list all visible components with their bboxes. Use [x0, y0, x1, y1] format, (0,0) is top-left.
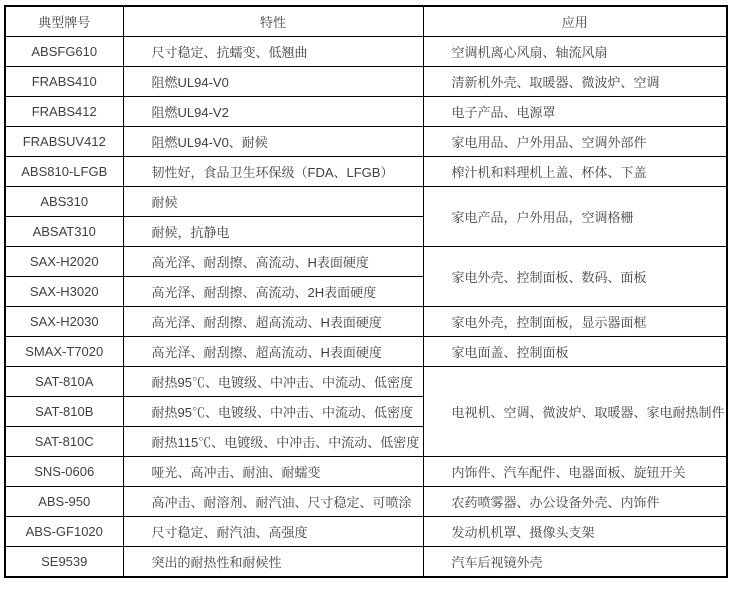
grade-cell: SE9539	[5, 547, 123, 578]
feature-cell: 耐候，抗静电	[123, 217, 423, 247]
feature-cell: 阻燃UL94-V0	[123, 67, 423, 97]
grade-cell: ABS-GF1020	[5, 517, 123, 547]
application-cell-merged: 家电外壳、控制面板、数码、面板	[423, 247, 727, 307]
application-cell: 清新机外壳、取暖器、微波炉、空调	[423, 67, 727, 97]
application-cell: 发动机机罩、摄像头支架	[423, 517, 727, 547]
grade-cell: ABS-950	[5, 487, 123, 517]
feature-cell: 耐热95℃、电镀级、中冲击、中流动、低密度	[123, 367, 423, 397]
header-application: 应用	[423, 6, 727, 37]
grade-cell: SNS-0606	[5, 457, 123, 487]
grade-cell: FRABSUV412	[5, 127, 123, 157]
grade-cell: SAX-H2020	[5, 247, 123, 277]
header-grade: 典型牌号	[5, 6, 123, 37]
application-cell: 家电面盖、控制面板	[423, 337, 727, 367]
grade-cell: FRABS410	[5, 67, 123, 97]
table-row	[5, 37, 727, 67]
header-row	[5, 6, 727, 37]
feature-cell: 高光泽、耐刮擦、超高流动、H表面硬度	[123, 337, 423, 367]
application-cell: 榨汁机和料理机上盖、杯体、下盖	[423, 157, 727, 187]
feature-cell: 尺寸稳定、抗蠕变、低翘曲	[123, 37, 423, 67]
application-cell: 汽车后视镜外壳	[423, 547, 727, 578]
header-feature: 特性	[123, 6, 423, 37]
application-cell: 家电外壳，控制面板，显示器面框	[423, 307, 727, 337]
feature-cell: 耐热95℃、电镀级、中冲击、中流动、低密度	[123, 397, 423, 427]
feature-cell: 高光泽、耐刮擦、超高流动、H表面硬度	[123, 307, 423, 337]
application-cell: 内饰件、汽车配件、电器面板、旋钮开关	[423, 457, 727, 487]
application-cell: 电子产品、电源罩	[423, 97, 727, 127]
feature-cell: 突出的耐热性和耐候性	[123, 547, 423, 578]
table-row	[5, 157, 727, 187]
grade-cell: FRABS412	[5, 97, 123, 127]
table-row	[5, 337, 727, 367]
grade-spec-table	[4, 5, 728, 578]
application-cell-merged: 家电产品，户外用品，空调格栅	[423, 187, 727, 247]
grade-cell: SAT-810C	[5, 427, 123, 457]
grade-cell: SAT-810B	[5, 397, 123, 427]
table-row	[5, 517, 727, 547]
feature-cell: 高光泽、耐刮擦、高流动、2H表面硬度	[123, 277, 423, 307]
application-cell: 农药喷雾器、办公设备外壳、内饰件	[423, 487, 727, 517]
application-cell-merged: 电视机、空调、微波炉、取暖器、家电耐热制件	[423, 367, 727, 457]
feature-cell: 耐候	[123, 187, 423, 217]
table-row	[5, 457, 727, 487]
application-cell: 空调机离心风扇、轴流风扇	[423, 37, 727, 67]
feature-cell: 哑光、高冲击、耐油、耐蠕变	[123, 457, 423, 487]
table-row	[5, 367, 727, 397]
table-row	[5, 127, 727, 157]
grade-cell: SAX-H2030	[5, 307, 123, 337]
grade-cell: ABSAT310	[5, 217, 123, 247]
application-cell: 家电用品、户外用品、空调外部件	[423, 127, 727, 157]
table-row	[5, 247, 727, 277]
grade-cell: ABS310	[5, 187, 123, 217]
feature-cell: 韧性好，食品卫生环保级（FDA、LFGB）	[123, 157, 423, 187]
grade-cell: SAT-810A	[5, 367, 123, 397]
feature-cell: 耐热115℃、电镀级、中冲击、中流动、低密度	[123, 427, 423, 457]
table-row	[5, 487, 727, 517]
table-row	[5, 97, 727, 127]
feature-cell: 高光泽、耐刮擦、高流动、H表面硬度	[123, 247, 423, 277]
table-row	[5, 547, 727, 578]
feature-cell: 尺寸稳定、耐汽油、高强度	[123, 517, 423, 547]
feature-cell: 阻燃UL94-V2	[123, 97, 423, 127]
table-row	[5, 67, 727, 97]
grade-cell: SAX-H3020	[5, 277, 123, 307]
table-row	[5, 187, 727, 217]
grade-cell: ABS810-LFGB	[5, 157, 123, 187]
table-row	[5, 307, 727, 337]
feature-cell: 阻燃UL94-V0、耐候	[123, 127, 423, 157]
feature-cell: 高冲击、耐溶剂、耐汽油、尺寸稳定、可喷涂	[123, 487, 423, 517]
grade-cell: ABSFG610	[5, 37, 123, 67]
grade-cell: SMAX-T7020	[5, 337, 123, 367]
